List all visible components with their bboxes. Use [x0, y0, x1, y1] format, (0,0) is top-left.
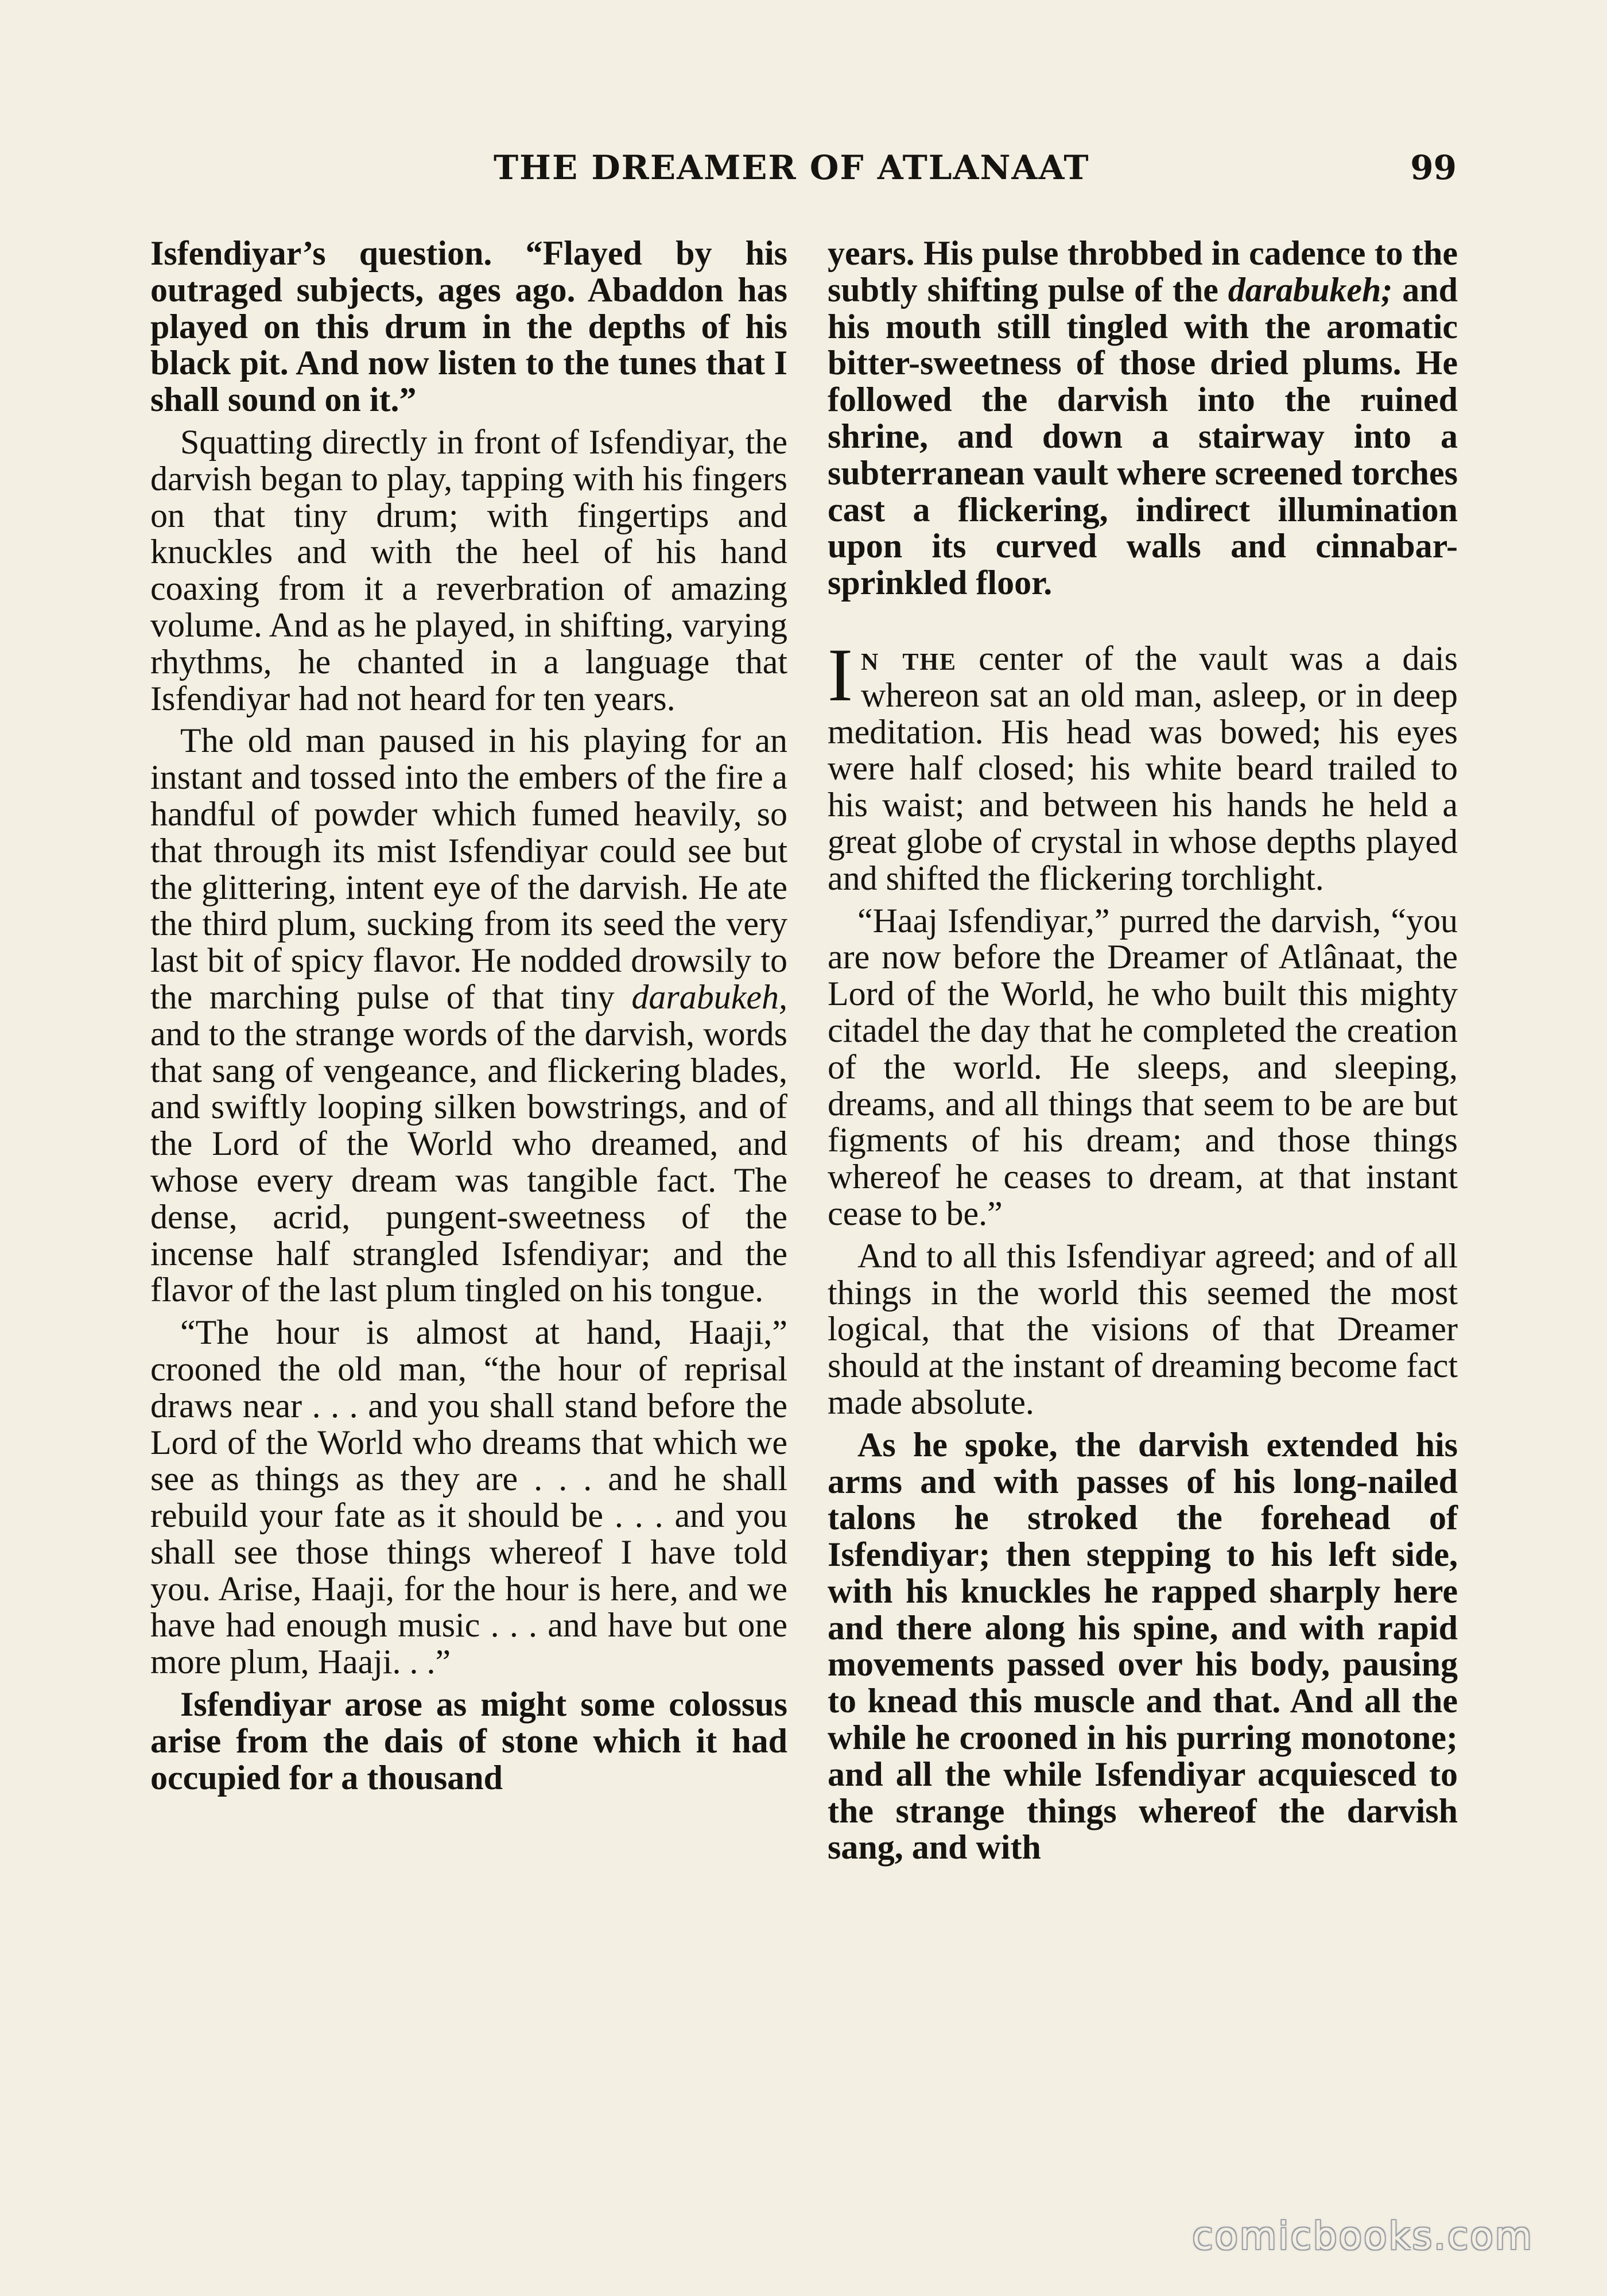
paragraph: Squatting directly in front of Isfendiyar, the darvish began to play, tapping with his fingers on that tiny drum; with fingertips and knuckles and with the heel of his hand coaxing from it a reverbration of amazing volume. And as he played, in shifting, varying rhythms, he chanted in a language that Isfendiyar had not heard for ten years. — [150, 422, 787, 718]
running-head — [0, 148, 1607, 194]
section-paragraph — [828, 632, 1458, 897]
paragraph — [150, 723, 787, 1309]
watermark: comicbooks.com — [1192, 2214, 1534, 2258]
running-title: THE DREAMER OF ATLANAAT — [494, 148, 1090, 187]
paragraph — [828, 235, 1458, 602]
paragraph: As he spoke, the darvish extended his arms and with passes of his long-nailed talons he stroked the forehead of Isfendiyar; then stepping to his left side, with his knuckles he rapped sharply here and there along his spine, and with rapid movements passed over his body, pausing to knead this muscle and that. And all the while he crooned in his purring monotone; and all the while Isfendiyar acquiesced to the strange things whereof the darvish sang, and with — [828, 1425, 1458, 1867]
page-number: 99 — [1410, 148, 1457, 187]
paragraph-text: The old man paused in his playing for an instant and tossed into the embers of the fire a handful of powder which fumed heavily, so that through its mist Isfendiyar could see but the glittering, intent eye of the darvish. He ate the third plum, sucking from its seed the very last bit of spicy flavor. He nodded drowsily to the marching pulse of that tiny — [150, 722, 787, 1016]
paragraph: Isfendiyar arose as might some colossus arise from the dais of stone which it had occupied for a thousand — [150, 1685, 787, 1797]
paragraph-text: and his mouth still tingled with the aromatic bitter-sweetness of those dried plums. He followed the darvish into the ruined shrine, and down a stairway into a subterranean vault where screened torches cast a flickering, indirect illumination upon its curved walls and cinnabar-sprinkled floor. — [828, 270, 1458, 602]
paragraph: And to all this Isfendiyar agreed; and of all things in the world this seemed the most logical, that the visions of that Dreamer should at the instant of dreaming become fact made absolute. — [828, 1236, 1458, 1421]
italic-word: darabukeh, — [631, 978, 788, 1016]
paragraph-text: center of the vault was a dais whereon sat an old man, asleep, or in deep meditation. His head was bowed; his eyes were half closed; his white beard trailed to his waist; and between his hands he held a great globe of crystal in whose depths played and shifted the flickering torchlight. — [828, 639, 1458, 897]
italic-word: darabukeh; — [1228, 270, 1393, 309]
paragraph-text: years. His pulse throbbed in cadence to the subtly shifting pulse of the — [828, 234, 1458, 309]
paragraph: Isfendiyar’s question. “Flayed by his outraged subjects, ages ago. Abaddon has played on this drum in the depths of his black pit. And now listen to the tunes that I shall sound on it.” — [150, 234, 787, 419]
paragraph: “The hour is almost at hand, Haaji,” crooned the old man, “the hour of reprisal draws near . . . and you shall stand before the Lord of the World who dreams that which we see as things as they are . . . and he shall rebuild your fate as it should be . . . and you shall see those things whereof I have told you. Arise, Haaji, for the hour is here, and we have had enough music . . . and have but one more plum, Haaji. . .” — [150, 1313, 787, 1681]
paragraph-text: and to the strange words of the darvish, words that sang of vengeance, and flickering blades, and swiftly looping silken bowstrings, and of the Lord of the World who dreamed, and whose every dream was tangible fact. The dense, acrid, pungent-sweetness of the incense half strangled Isfendiyar; and the flavor of the last plum tingled on his tongue. — [150, 1014, 787, 1309]
drop-cap: I — [828, 632, 853, 717]
right-column — [828, 235, 1458, 1866]
small-caps-lead: n the — [860, 639, 957, 677]
paragraph: “Haaj Isfendiyar,” purred the darvish, “you are now before the Dreamer of Atlânaat, the Lord of the World, he who built this mighty citadel the day that he completed the creation of the world. He sleeps, and sleeping, dreams, and all things that seem to be are but figments of his dream; and those things whereof he ceases to dream, at that instant cease to be.” — [828, 901, 1458, 1232]
left-column — [150, 235, 787, 1796]
